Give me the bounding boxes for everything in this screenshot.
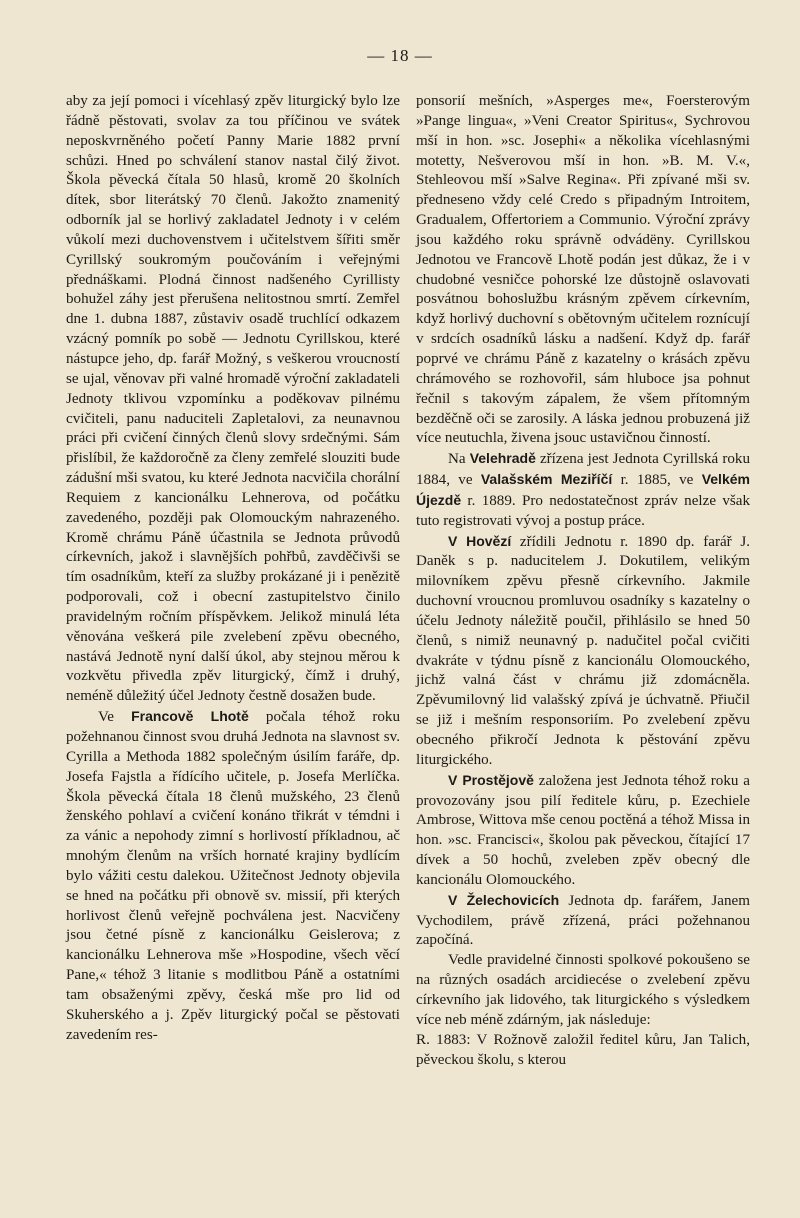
paragraph: aby za její pomoci i vícehlasý zpěv liturgický bylo lze řádně pěstovati, svolav za tou příčinou ve svátek neposkvrněného početí Panny Marie 1882 první schůzi. Hned po schválení stanov nastal čilý život. Škola pěvecká čítala 50 hlasů, kromě 20 školních dítek, sbor literátský 70 členů. Jakožto znamenitý odborník jal se horlivý zakladatel Jednoty i v celém vůkolí mezi duchovenstvem i učitelstvem šířiti směr Cyrillský soukromým poučováním i veřejnými přednáškami. Plodná činnost nadšeného Cyrillisty bohužel záhy jest přerušena nelitostnou smrtí. Zemřel dne 1. dubna 1887, zůstaviv osadě truchlící odkazem vzácný pomník po sobě — Jednotu Cyrillskou, které nástupce jeho, dp. farář Možný, s veškerou vroucností se ujal, věnovav při valné hromadě výroční zakladateli Jednoty tklivou vzpomínku a poděkovav pilnému cvičiteli, panu naduciteli Zapletalovi, za neunavnou práci při cvičení činných členů slovy srdečnými. Sám přislíbil, že každoročně za členy zemřelé slouziti bude zádušní mši svatou, ku které Jednota nacvičila chorální Requiem z kancionálku Lehnerova, od počátku zavedeného, později pak Olomouckým nahrazeného. Kromě chrámu Páně účastnila se Jednota průvodů církevních, jakož i slavnějších pohřbů, zavděčivši se tím osadníkům, kteří za služby prokázané ji i penězitě podporovali, což i obecní zastupitelstvo činilo pravidelným ročním příspěvkem. Jelikož minulá léta věnována veškerá pile zvelebení zpěvu obecného, nastává Jednotě nyní další úkol, aby stejnou měrou k vozkvětu přivedla zpěv liturgický, čímž i druhý, neméně důležitý účel Jednoty čestně dosažen bude. [66, 93, 400, 705]
paragraph-text: zřízena jest Jednota Cyrillská roku 1884, ve [416, 451, 750, 489]
place-name: Valašském Meziříčí [480, 471, 613, 488]
paragraph-text: r. 1885, ve [612, 472, 702, 489]
left-column [66, 92, 400, 1046]
paragraph-prostejov [416, 771, 750, 891]
paragraph-zelechovice [416, 891, 750, 952]
paragraph-hovezi [416, 532, 750, 771]
place-name: Velehradě [469, 450, 536, 467]
place-name: Francově Lhotě [131, 708, 249, 725]
paragraph-text: r. 1889. Pro nedostatečnost zpráv nelze však tuto registrovati vývoj a postup práce. [416, 492, 750, 529]
paragraph-text: Ve [98, 709, 132, 726]
paragraph-velehrad [416, 449, 750, 531]
page-number: — 18 — [367, 46, 433, 65]
place-name: V Prostějově [448, 771, 534, 788]
paragraph: Vedle pravidelné činnosti spolkové pokoušeno se na různých osadách arcidiecése o zvelebení zpěvu církevního jak lidového, tak liturgického s výsledkem více neb méně zdárným, jak následuje: [416, 952, 750, 1028]
paragraph: R. 1883: V Rožnově založil ředitel kůru, Jan Talich, pěveckou školu, s kterou [416, 1031, 750, 1068]
paragraph: ponsorií mešních, »Asperges me«, Foersterovým »Pange lingua«, »Veni Creator Spiritus«, Sychrovou mší in hon. »sc. Josephi« a několika vícehlasnými motetty, Nešverovou mší in hon. »B. M. V.«, Stehleovou mší »Salve Regina«. Při zpívané mši sv. předneseno vždy celé Credo s připadným Introitem, Gradualem, Offertoriem a Communio. Výroční zprávy jsou každého roku správně odvádëny. Cyrillskou Jednotou ve Francově Lhotě podán jest důkaz, že i v chudobné vesničce pohorské lze důstojně oslavovati posvátnou bohoslužbu krásným zpěvem církevním, když horlivý duchovní s obětovným učitelem roznícují v srdcích osadníků lásku a nadšení. Když dp. farář poprvé ve chrámu Páně z kazatelny o krásách zpěvu chrámového se rozhovořil, sám hluboce jsa pohnut řečnil s takovým zápalem, že všem přítomným bezděčně oči se zarosily. A láska jednou probuzená již více neutuchla, živena jsouc ustavičnou činností. [416, 93, 750, 447]
right-column [416, 92, 750, 1070]
paragraph-text: počala téhož roku požehnanou činnost svou druhá Jednota na slavnost sv. Cyrilla a Methoda 1882 společným úsilím faráře, dp. Josefa Fajstla a řídícího učitele, p. Josefa Merlíčka. Škola pěvecká čítala 18 členů mužského, 23 členů ženského pohlaví a cvičení konáno třikrát v témdni i za vánic a nepohody zimní s horlivostí příkladnou, ač mnohým členům na vrších hornaté krajiny bydlícím bylo vážiti cestu dalekou. Užitečnost Jednoty objevila se hned na počátku při obnově sv. missií, při kterých horlivost členů veřejně pochválena jest. Nacvičeny jsou četné písně z kancionálku Geislerova; z kancionálku Lehnerova mše »Hospodine, všech věcí Pane,« téhož 3 litanie s modlitbou Páně a ostatními tam obsaženými zpěvy, česká mše pro lid od Skuherského a j. Zpěv liturgický počal se pěstovati zavedením res- [66, 709, 400, 1043]
paragraph-text: Jednota dp. farářem, Janem Vychodilem, právě zřízená, práci požehnanou započíná. [416, 892, 750, 949]
place-name: Velkém Újezdě [416, 471, 750, 508]
paragraph-text: založena jest Jednota téhož roku a provozovány jsou pilí ředitele kůru, p. Ezechiele Ambrose, Wittova mše cenou poctěná a téhož Missa in hon. »sc. Francisci«, školou pak pěveckou, čítající 17 dívek a 50 hochů, zveleben zpěv obecný dle kancionálu Olomouckého. [416, 772, 750, 888]
paragraph-text: zřídili Jednotu r. 1890 dp. farář J. Daněk s p. naducitelem J. Dokutilem, velikým milovníkem zpěvu přesně církevního. Jakmile duchovní vroucnou promluvou osadníky s kazatelny o účelu Jednoty náležitě poučil, přihlásilo se hned 50 členů, s nimiž neunavný p. nadučitel počal cvičiti dvakráte v týdnu písně z kancionálu Olomouckého, jichž valná část v chrámu již zdomácněla. Zpěvumilovný lid valašský zpívá je úchvatně. Přiučil se již i mešním responsoriím. Po zvelebení zpěvu obecného přikročí Jednota k pěstování zpěvu liturgického. [416, 533, 751, 768]
place-name: V Hovězí [448, 532, 512, 549]
paragraph-text: Na [448, 451, 470, 468]
place-name: V Želechovicích [448, 891, 560, 908]
paragraph-francova-lhota [66, 707, 400, 1045]
